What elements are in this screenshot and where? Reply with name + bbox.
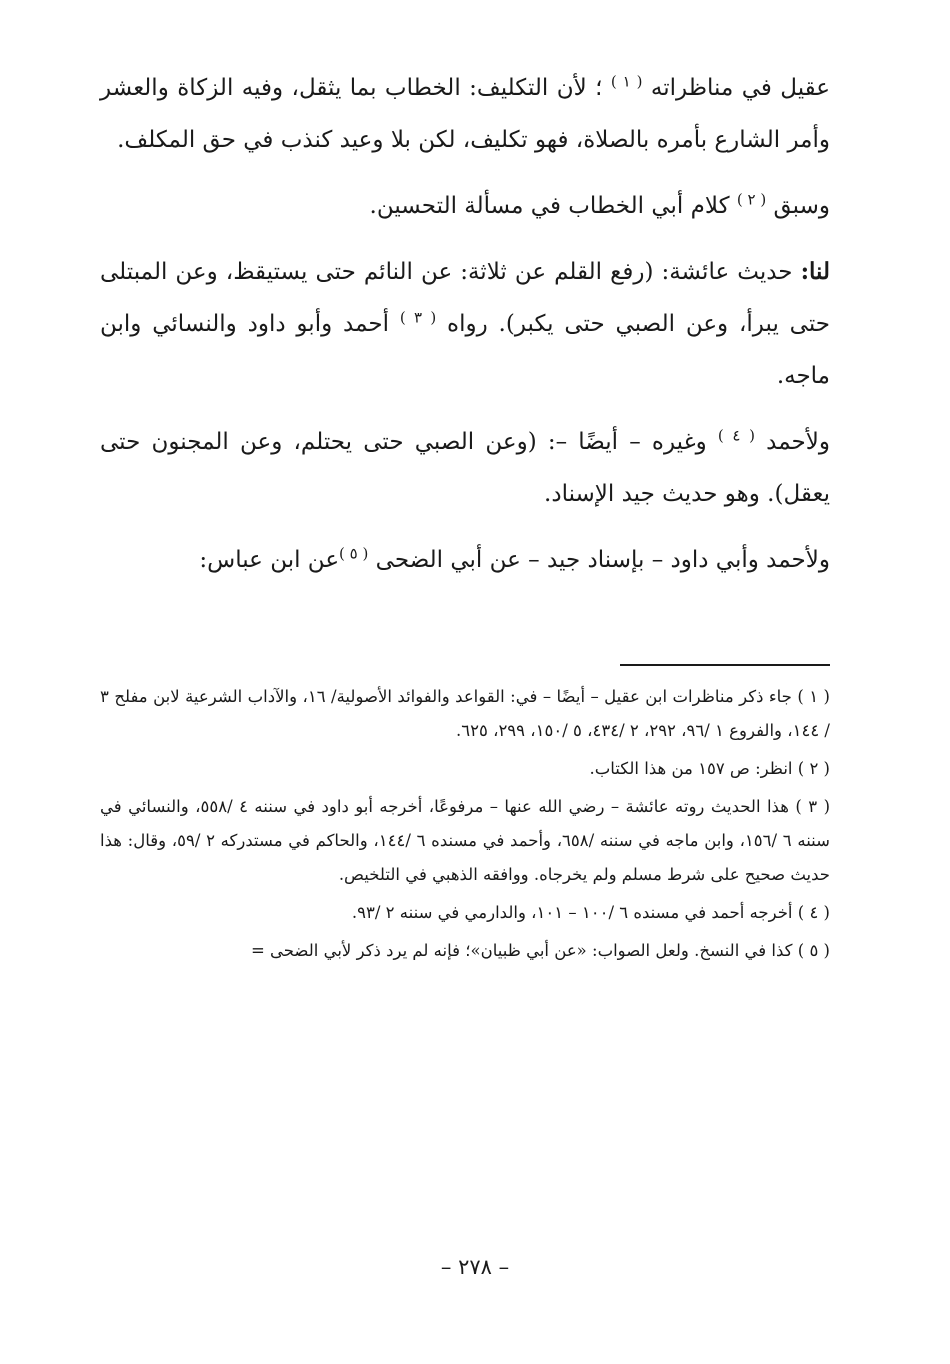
paragraph-5-text-b: عن ابن عباس:: [199, 547, 340, 573]
paragraph-3-text-b: أحمد وأبو داود والنسائي وابن ماجه.: [100, 311, 830, 389]
footnote-3: ( ٣ ) هذا الحديث روته عائشة – رضي الله عنها – مرفوعًا، أخرجه أبو داود في سننه ٤ /٥٥٨، والنسائي في سننه ٦ /١٥٦، وابن ماجه في سننه /٦٥٨، وأحمد في مسنده ٦ /١٤٤، والحاكم في مستدركه ٢ /٥٩، وقال: هذا حديث صحيح على شرط مسلم ولم يخرجاه. ووافقه الذهبي في التلخيص.: [100, 797, 831, 884]
footnote-ref-5: ( ٥ ): [339, 544, 369, 563]
paragraph-1-text-a: عقيل في مناظراته: [650, 75, 831, 101]
paragraph-3: [100, 246, 830, 402]
paragraph-2-text-b: كلام أبي الخطاب في مسألة التحسين.: [369, 193, 730, 219]
paragraph-4-text-a: ولأحمد: [766, 429, 830, 455]
footnote-1: ( ١ ) جاء ذكر مناظرات ابن عقيل – أيضًا – في: القواعد والفوائد الأصولية/ ١٦، والآداب الشرعية لابن مفلح ٣ / ١٤٤، والفروع ١ /٩٦، ٢٩٢، ٢ /٤٣٤، ٥ /١٥٠، ٢٩٩، ٦٢٥.: [100, 687, 830, 740]
paragraph-4-text-b: وغيره – أيضًا –: (وعن الصبي حتى يحتلم، وعن المجنون حتى يعقل). وهو حديث جيد الإسناد.: [100, 429, 830, 507]
paragraph-5: [100, 534, 830, 586]
footnote-ref-4: ( ٤ ): [717, 426, 755, 445]
paragraph-1-text-b: ؛ لأن التكليف: الخطاب بما يثقل، وفيه الزكاة والعشر وأمر الشارع بأمره بالصلاة، فهو تكليف، لكن بلا وعيد كنذب في حق المكلف.: [100, 75, 830, 153]
paragraph-3-lead: لنا:: [800, 258, 831, 285]
main-text: [100, 62, 830, 600]
footnote-4: ( ٤ ) أخرجه أحمد في مسنده ٦ /١٠٠ – ١٠١، والدارمي في سننه ٢ /٩٣.: [351, 903, 830, 922]
paragraph-1: [100, 62, 830, 166]
paragraph-4: [100, 416, 830, 520]
page-number: – ٢٧٨ –: [440, 1255, 510, 1279]
footnote-ref-2: ( ٢ ): [736, 190, 767, 209]
footnote-ref-3: ( ٣ ): [399, 308, 437, 327]
paragraph-2: [100, 180, 830, 232]
footnotes: [100, 680, 830, 972]
footnote-5: ( ٥ ) كذا في النسخ. ولعل الصواب: «عن أبي ظبيان»؛ فإنه لم يرد ذكر لأبي الضحى =: [250, 941, 830, 960]
paragraph-5-text-a: ولأحمد وأبي داود – بإسناد جيد – عن أبي الضحى: [375, 547, 830, 573]
paragraph-3-text-a: حديث عائشة: (رفع القلم عن ثلاثة: عن النائم حتى يستيقظ، وعن المبتلى حتى يبرأ، وعن الصبي حتى يكبر). رواه: [100, 259, 831, 337]
footnote-2: ( ٢ ) انظر: ص ١٥٧ من هذا الكتاب.: [589, 759, 830, 778]
paragraph-2-text-a: وسبق: [773, 193, 830, 219]
footnote-ref-1: ( ١ ): [610, 72, 643, 91]
footnote-separator: [620, 664, 830, 666]
